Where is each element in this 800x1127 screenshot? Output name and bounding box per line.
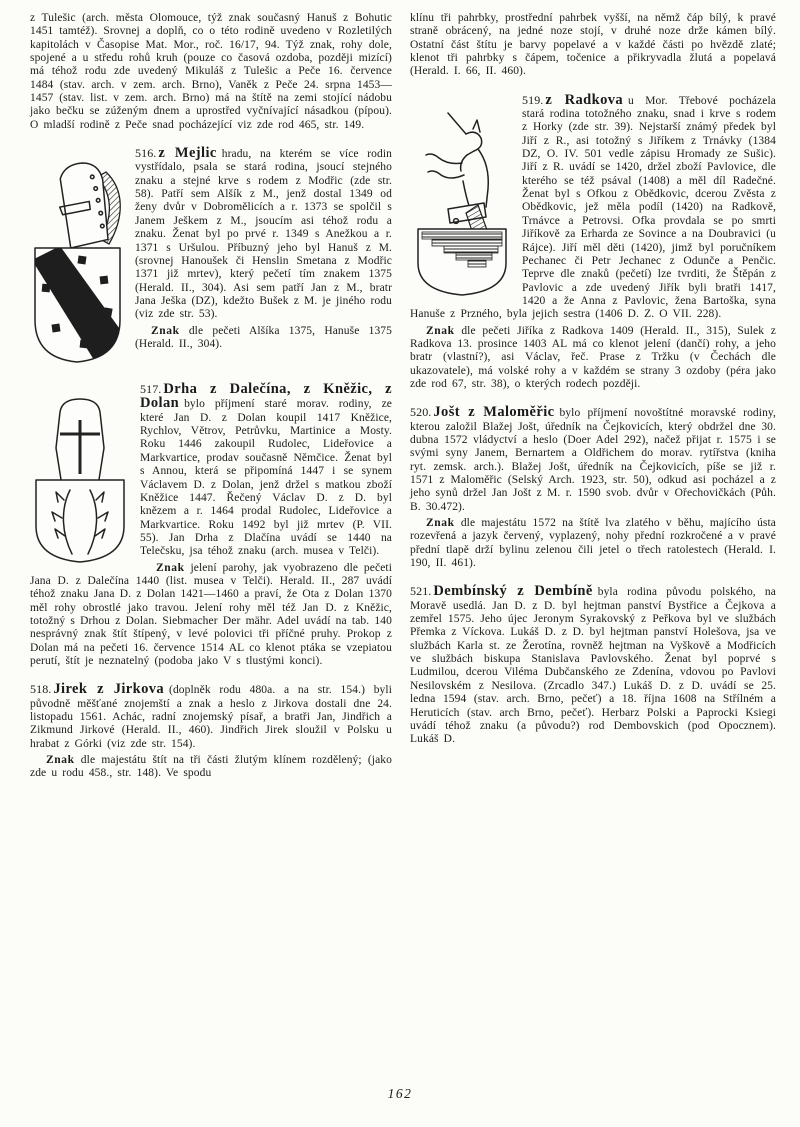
entry-body: byla rodina původu polského, na Moravě usedlá. Jan D. z D. byl hejtman panství Bystřice a Čejkova a zemřel 1575. Jeho újec Jeronym Syrakovský z Peřkova byl ve službách Přemka z Víckova. Lukáš D. z D. byl hejtman panství Holešova, jsa ve službách Karla st. ze Žerotína, rovněž hejtman na Vyškově a Modřicích ve službách biskupa Stanislava Pavlovského. Ženat byl poprvé s Ludmilou, dcerou Viléma Dubčanského ze Zdenína, vdovou po Pavlovi Nesilovském z Nesilova. (Zrcadlo 347.) Lukáš D. z D. uvádí se 25. ledna 1594 (stav. arch. Brno, pečeť) a 18. října 1608 na Střílném a Heruticích (stav. arch Brno, pečeť). Herbarz Polski a Paprocki Ksiegi uvádí téhož znaku (a původu?) rod Dembovskich (pod Opocznem). Lukáš D. [410,586,776,746]
entry-number: 521. [410,584,432,599]
entry-number: 519. [522,92,544,107]
entry-name: Dembínský z Dembíně [433,583,593,600]
entry-517-blazon [30,562,392,669]
znak-label: Znak [156,561,185,574]
entry-name: z Mejlic [158,145,217,162]
entry-520-blazon [410,517,776,570]
entry-name: z Radkova [545,91,624,108]
drha-coat-of-arms-icon [30,396,130,564]
entry-518 [30,683,392,780]
entry-519-blazon [410,325,776,392]
entry-521-text [410,585,776,746]
znak-label: Znak [151,324,180,337]
entry-body: hradu, na kterém se více rodin vystřídalo, psala se stará rodina, jsoucí stejného znaku a stejné krve s rodem z Modřic (zde str. 58). Patří sem Alšík z M., jenž dostal 1349 od ženy dvůr v Dobromělicích a r. 1373 se spolčil s Janem Ješkem z M., jsoucím asi téhož rodu a znaku. Ženat byl po prvé r. 1349 s Anežkou a r. 1371 s Uršulou. Příbuzný jeho byl Hanuš z M. (srovnej Hanoušek či Henslin Smetana z Modřic 1371 již mrtev), který pečetí tím znakem 1375 (Herald. II., 304). Asi sem patří Jan z M., bratr Jana Ješka (DZ), kdežto Bušek z M. je jiného rodu (viz zde str. 53). [135,148,392,321]
page-number: 162 [387,1086,413,1101]
entry-519 [410,91,776,392]
entry-517 [30,383,392,668]
entry-518-text [30,683,392,751]
znak-label: Znak [426,517,455,530]
left-column [30,12,392,781]
right-column [410,12,776,781]
entry-516 [30,147,392,368]
entry-number: 520. [410,405,432,420]
entry-body: (doplněk rodu 480a. a na str. 154.) byli původně měšťané znojemští a znak a heslo z Jirkova dostali dne 24. listopadu 1561. Achác, radní znojemský písař, a bratři Jan, Jindřich a Zikmund Jirkové (Herald. II., 460). Jindřich Jirek sloužil v Polsku u hrabat z Górki (viz zde str. 154). [30,684,392,750]
continuation-paragraph: klínu tři pahrbky, prostřední pahrbek vyšší, na němž čáp bílý, k pravé straně obrácený, na jedné noze stojí, v druhé noze drže kámen bílý. Ostatní část štítu je barvy popelavé a v každé části po hvězdě zlaté; klenot tři pahrbky s čápem, točenice a přikryvadla žlutá a popelavá (Herald. I. 66, II. 460). [410,12,776,78]
entry-name: Jirek z Jirkova [53,681,165,698]
entry-520 [410,406,776,570]
znak-text: dle pečeti Alšíka 1375, Hanuše 1375 (Herald. II., 304). [135,324,392,350]
znak-text: dle majestátu 1572 na štítě lva zlatého v běhu, majícího ústa rozevřená a jazyk červený, vyplazený, nohy přední rozkročené a v pravé přední tlapě drží bylinu zelenou čili jetel o třech ratolestech (Herald. I. 190, II. 461). [410,517,777,570]
entry-body: bylo příjmení staré morav. rodiny, ze které Jan D. z Dolan koupil 1417 Kněžice, Rychlov, Větrov, Petrůvku, Martinice a Mosty. Roku 1446 zakoupil Rudolec, Lideřovice a Markvartice, prodav současně Němčice. Ženat byl s Annou, která se připomíná 1447 i se synem Václavem D. z Dolan, jenž držel s matkou zboží Kněžice 1447. Řečený Václav D. z D. byl knězem a r. 1464 prodal Rudolec, Lideřovice a Markvartice. Roku 1492 byl již mrtev (P. VII. 55). Jan Drha z Dlačína uvádí se 1440 na Telečsku, jsa téhož znaku (arch. musea v Telči). [140,398,392,558]
entry-518-blazon [30,754,392,781]
znak-text: dle pečeti Jiříka z Radkova 1409 (Herald. II., 315), Sulek z Radkova 13. prosince 1403 AL má co klenot jelení (dančí) rohy, a jeho bratr (vlastní?), asi Václav, řeč. Prase z Tržku (v Čechách dle ukazovatele), má volské rohy a v každém se strany 3 ozdoby (péra jako zde rod 67, str. 38), o kterých rodech později. [410,324,776,390]
znak-label: Znak [426,324,455,337]
entry-body: bylo příjmení novoštítné moravské rodiny, kterou založil Blažej Jošt, úředník na Čejkovicích, který obdržel dne 30. dubna 1572 vládyctví a heslo (Doer Adel 292), načež přijat r. 1575 i se svými syny Janem, Bernartem a Oldřichem do morav. rytířstva (kniha ryt. zemsk. arch.). Blažej Jošt, úředník na Čejkovicích, píše se již r. 1571 z Maloměřic (Selský Arch. 1923, str. 50), odkud asi pocházel a z jeho synů držel Jan Jošt z M. r. 1590 svob. dvůr v Ořechovičkách (Půh. B. 30.472). [410,407,776,513]
znak-text: dle majestátu štít na tři části žlutým klínem rozdělený; (jako zde u rodu 458., str. 148). Ve spodu [30,754,392,780]
mejlic-coat-of-arms-icon [30,160,125,366]
entry-number: 517. [140,382,162,397]
entry-body: u Mor. Třebové pocházela stará rodina totožného znaku, snad i krve s rodem z Horky (zde str. 39). Nejstarší známý předek byl Jiří z R., asi totožný s Jiříkem z Trnávky (1384 DZ, O. IV. 501 vedle zápisu Hromady ze Sušic). Jiří z R. uvádí se 1420, držel zboží Pavlovice, dle kterého se též psával (1408) a měl díl Radečné. Ženat byl s Ofkou z Obědkovic, dcerou Zvěsta z Obědkovic, jež měla podíl (1420) na Radkově, Trnávce a Petrovsi. Ofka provdala se po smrti Jiříkově za Erharda ze Sovince a na Doubravici (u Rájce). Jiří měl děti (1420), jimž byl poručníkem Pechanec či Petr Jechanec z Odunče a Penčic. Teprve dle znaků (pečetí) lze tvrditi, že Štěpán z Pavlovic a zde uvedený Jiřík byli bratři 1417, 1420 a že Anna z Pavlovic, žena Bartoška, syna Hanuše z Przného, byla jejich sestra (1406 D. Z. O VII. 228). [410,94,776,321]
znak-text: jelení parohy, jak vyobrazeno dle pečeti Jana D. z Dalečína 1440 (list. musea v Telči). Herald. II., 287 uvádí téhož znaku Jana D. z Dolan 1421—1460 a praví, že Ota z Dolan 1370 měl rohy obrostlé jako travou. Jelení rohy měl též Jan D. z Kněžic, totožný s Drhou z Dolan. Siebmacher Der mähr. Adel uvádí na tab. 140 nesprávný znak štít štípený, v levé polovici tři příčné pruhy. Prokop z Dolan má na pečeti 16. července 1514 AL co klenot ptáka se vzepiatou perutí, štít je neznatelný (podoba jako V s tlustými konci). [30,561,392,667]
entry-number: 518. [30,682,52,697]
two-column-layout [30,12,776,781]
continuation-paragraph: z Tulešic (arch. města Olomouce, týž znak současný Hanuš z Bohutic 1451 tamtéž). Srovnej a doplň, co o této rodině uvedeno v Rozletilých kapitolách v Časopise Mat. Mor., roč. 16/17, 94. Týž znak, rohy dole, spojené a u středu rohů kruh (pouze co časová ozdoba, později mizící) má téhož rodu zde uvedený Mikuláš z Tulešic a Peče 16. července 1484 (stav. arch. v zem. arch. Brno), Vaněk z Peče 24. srpna 1453—1457 (stav. list. v zem. arch. Brno) má na štítě na zemi stojící nádobu jako bečku se zúženým dnem a uprostřed vyčnívající násadkou (pípou). O mladší rodině z Peče snad pocházející viz zde rod 465, str. 149. [30,12,392,131]
entry-name: Drha z Dalečína, z Kněžic, z Dolan [140,381,392,412]
entry-520-text [410,406,776,514]
entry-521 [410,585,776,746]
znak-label: Znak [46,754,75,767]
entry-number: 516. [135,146,157,161]
radkov-coat-of-arms-icon [410,107,512,297]
entry-name: Jošt z Maloměřic [433,404,555,421]
